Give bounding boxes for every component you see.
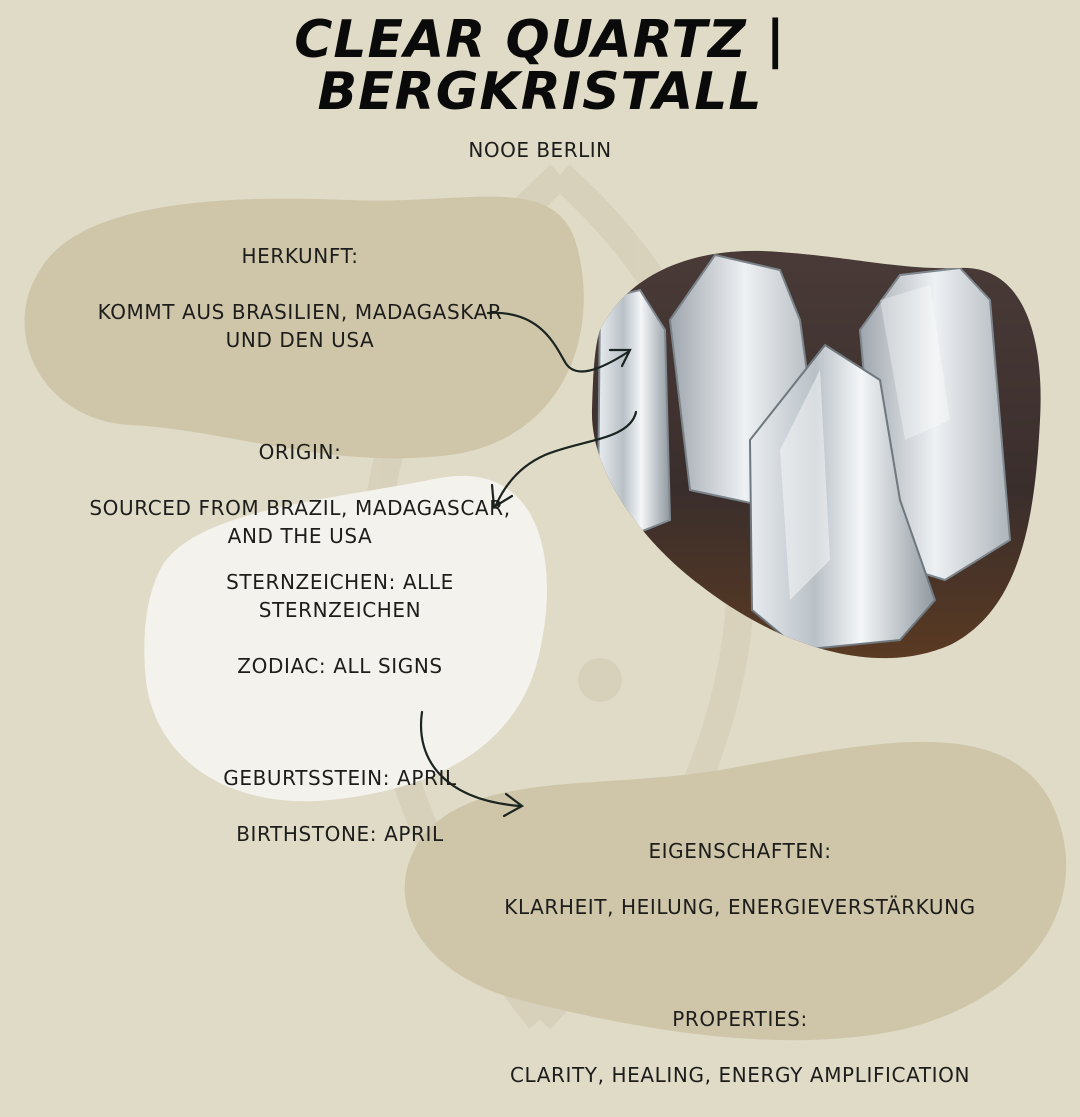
zodiac-en-text: ZODIAC: ALL SIGNS [237,654,443,678]
title-line-2: BERGKRISTALL [317,62,763,122]
properties-text [430,809,1050,1117]
origin-de-heading: HERKUNFT: [241,244,359,268]
properties-en-heading: PROPERTIES: [672,1007,808,1031]
page-title [0,10,1080,122]
origin-de-text: KOMMT AUS BRASILIEN, MADAGASKAR UND DEN USA [97,300,503,352]
birthstone-de: GEBURTSSTEIN: APRIL [223,766,457,790]
properties-de-heading: EIGENSCHAFTEN: [648,839,832,863]
properties-en-text: CLARITY, HEALING, ENERGY AMPLIFICATION [509,1063,971,1087]
title-line-1: CLEAR QUARTZ | [294,10,786,70]
brand-name: NOOE BERLIN [468,138,612,162]
origin-text [40,214,560,578]
zodiac-de-text: STERNZEICHEN: ALLE STERNZEICHEN [226,570,454,622]
birthstone-en: BIRTHSTONE: APRIL [236,822,444,846]
properties-de-text: KLARHEIT, HEILUNG, ENERGIEVERSTÄRKUNG [504,895,976,919]
origin-en-text: SOURCED FROM BRAZIL, MADAGASCAR, AND THE USA [89,496,511,548]
crystal-photo [580,240,1060,660]
origin-en-heading: ORIGIN: [258,440,342,464]
